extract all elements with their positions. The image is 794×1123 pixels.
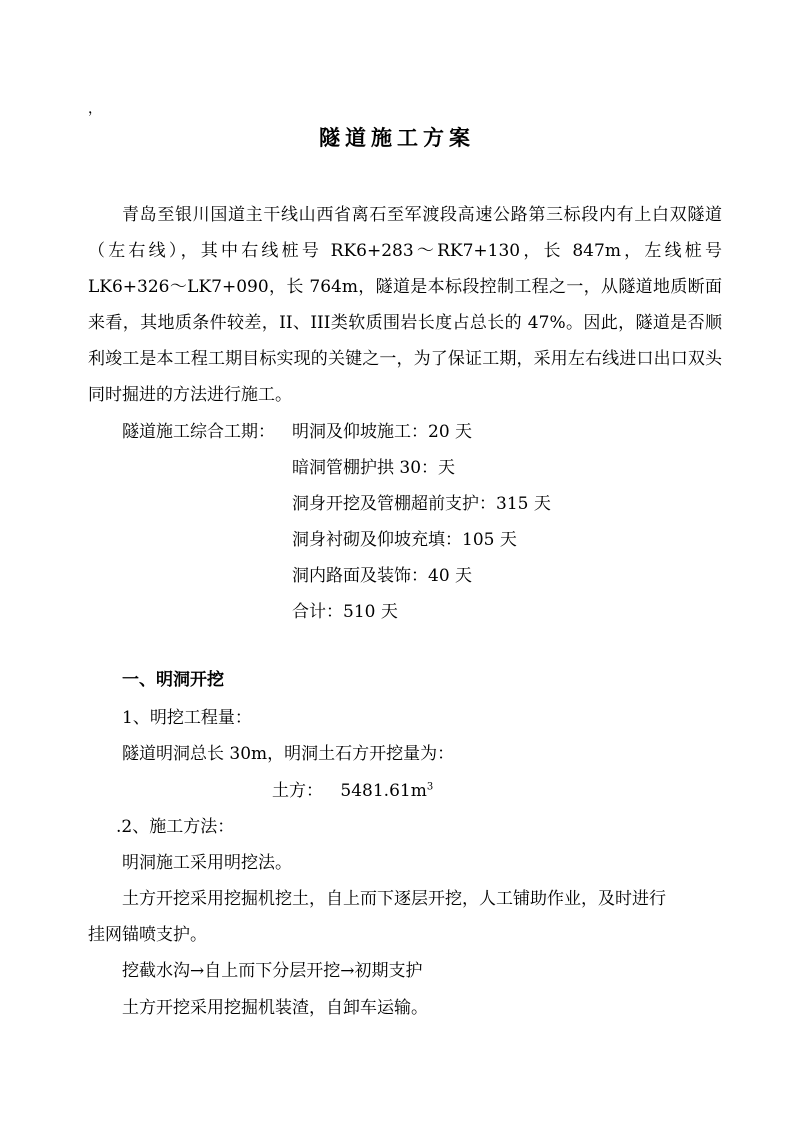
stray-mark: ， xyxy=(88,101,102,117)
schedule-label: 隧道施工综合工期： xyxy=(122,422,275,442)
body-line: 明洞施工采用明挖法。 xyxy=(122,853,292,873)
schedule-item: 洞身开挖及管棚超前支护：315 天 xyxy=(292,494,551,514)
subsection-heading: 1、明挖工程量： xyxy=(122,708,252,728)
schedule-item: 洞内路面及装饰：40 天 xyxy=(292,566,473,586)
section-heading: 一、明洞开挖 xyxy=(122,670,224,690)
body-line: 土方开挖采用挖掘机装渣，自卸车运输。 xyxy=(122,998,428,1018)
body-line: 挖截水沟→自上而下分层开挖→初期支护 xyxy=(122,961,423,981)
earth-value: $5481.61m^3$ xyxy=(340,781,434,801)
body-line: 隧道明洞总长 30m，明洞土石方开挖量为： xyxy=(122,744,455,764)
page-title: 隧道施工方案 xyxy=(319,125,475,150)
subsection-heading: .2、施工方法： xyxy=(116,817,235,837)
intro-paragraph: 青岛至银川国道主干线山西省离石至军渡段高速公路第三标段内有上白双隧道（左右线），其中右线桩号 RK6+283～RK7+130，长 847m，左线桩号 LK6+326～LK7+090，长 764m，隧道是本标段控制工程之一，从隧道地质断面来看，其地质条件较差，II、III类软质围岩长度占总长的 47%。因此，隧道是否顺利竣工是本工程工期目标实现的关键之一，为了保证工期，采用左右线进口出口双头同时掘进的方法进行施工。 xyxy=(88,205,722,405)
earth-volume xyxy=(272,779,433,803)
schedule-item: 明洞及仰坡施工：20 天 xyxy=(292,422,473,442)
earth-label: 土方： xyxy=(272,781,323,801)
schedule-item: 洞身衬砌及仰坡充填：105 天 xyxy=(292,530,517,550)
schedule-total: 合计：510 天 xyxy=(292,602,398,622)
body-line: 挂网锚喷支护。 xyxy=(88,925,207,945)
body-line: 土方开挖采用挖掘机挖土，自上而下逐层开挖，人工铺助作业，及时进行 xyxy=(122,889,666,909)
schedule-item: 暗洞管棚护拱 30：天 xyxy=(292,458,456,478)
